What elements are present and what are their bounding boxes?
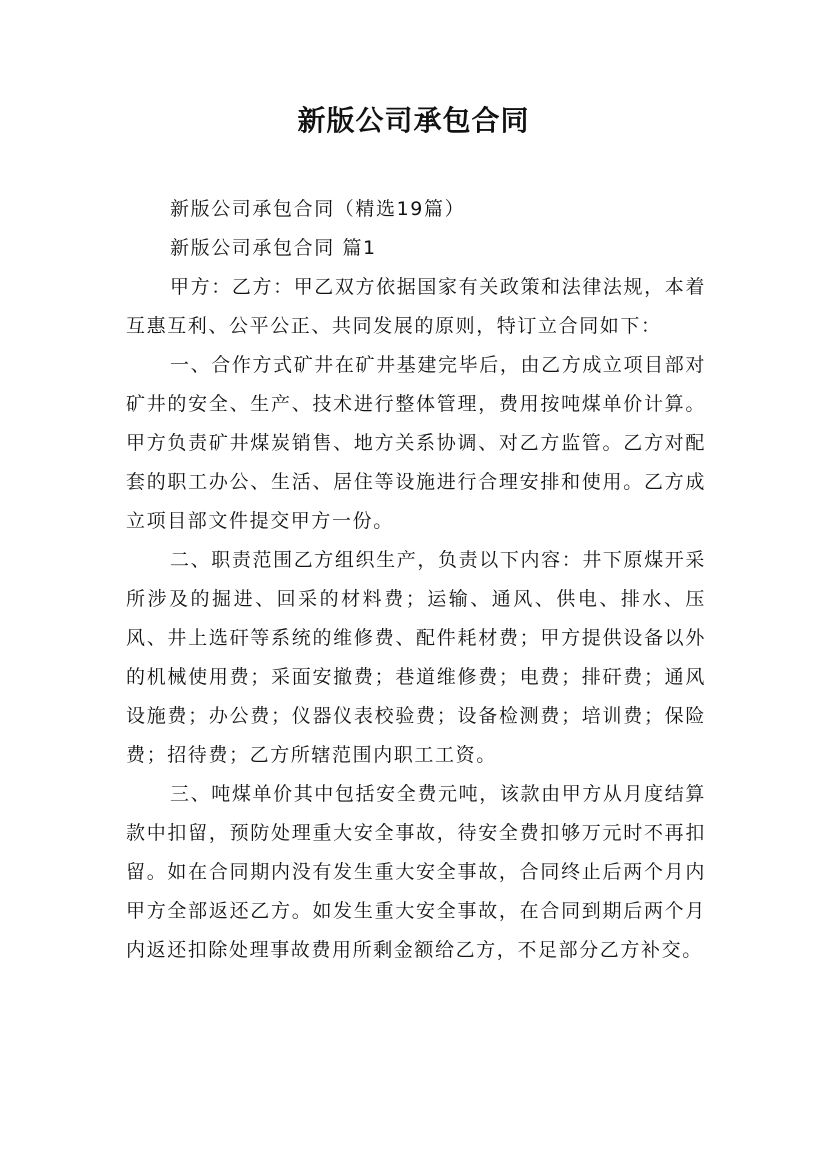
subtitle-line: 新版公司承包合同（精选19篇） xyxy=(170,198,466,220)
paragraph-responsibilities: 二、职责范围乙方组织生产，负责以下内容：井下原煤开采所涉及的掘进、回采的材料费；运输、通风、供电、排水、压风、井上选矸等系统的维修费、配件耗材费；甲方提供设备以外的机械使用费；采面安撤费；巷道维修费；电费；排矸费；通风设施费；办公费；仪器仪表校验费；设备检测费；培训费；保险费；招待费；乙方所辖范围内职工工资。 xyxy=(126,549,706,766)
section-heading: 新版公司承包合同 篇1 xyxy=(170,237,377,259)
document-body xyxy=(126,190,706,970)
document-title: 新版公司承包合同 xyxy=(297,104,530,137)
paragraph-cooperation: 一、合作方式矿井在矿井基建完毕后，由乙方成立项目部对矿井的安全、生产、技术进行整体管理，费用按吨煤单价计算。甲方负责矿井煤炭销售、地方关系协调、对乙方监管。乙方对配套的职工办公、生活、居住等设施进行合理安排和使用。乙方成立项目部文件提交甲方一份。 xyxy=(126,354,706,532)
paragraph-parties: 甲方：乙方：甲乙双方依据国家有关政策和法律法规，本着互惠互利、公平公正、共同发展的原则，特订立合同如下： xyxy=(126,276,706,337)
paragraph-unit-price: 三、吨煤单价其中包括安全费元吨，该款由甲方从月度结算款中扣留，预防处理重大安全事故，待安全费扣够万元时不再扣留。如在合同期内没有发生重大安全事故，合同终止后两个月内甲方全部返还乙方。如发生重大安全事故，在合同到期后两个月内返还扣除处理事故费用所剩金额给乙方，不足部分乙方补交。 xyxy=(126,783,706,961)
